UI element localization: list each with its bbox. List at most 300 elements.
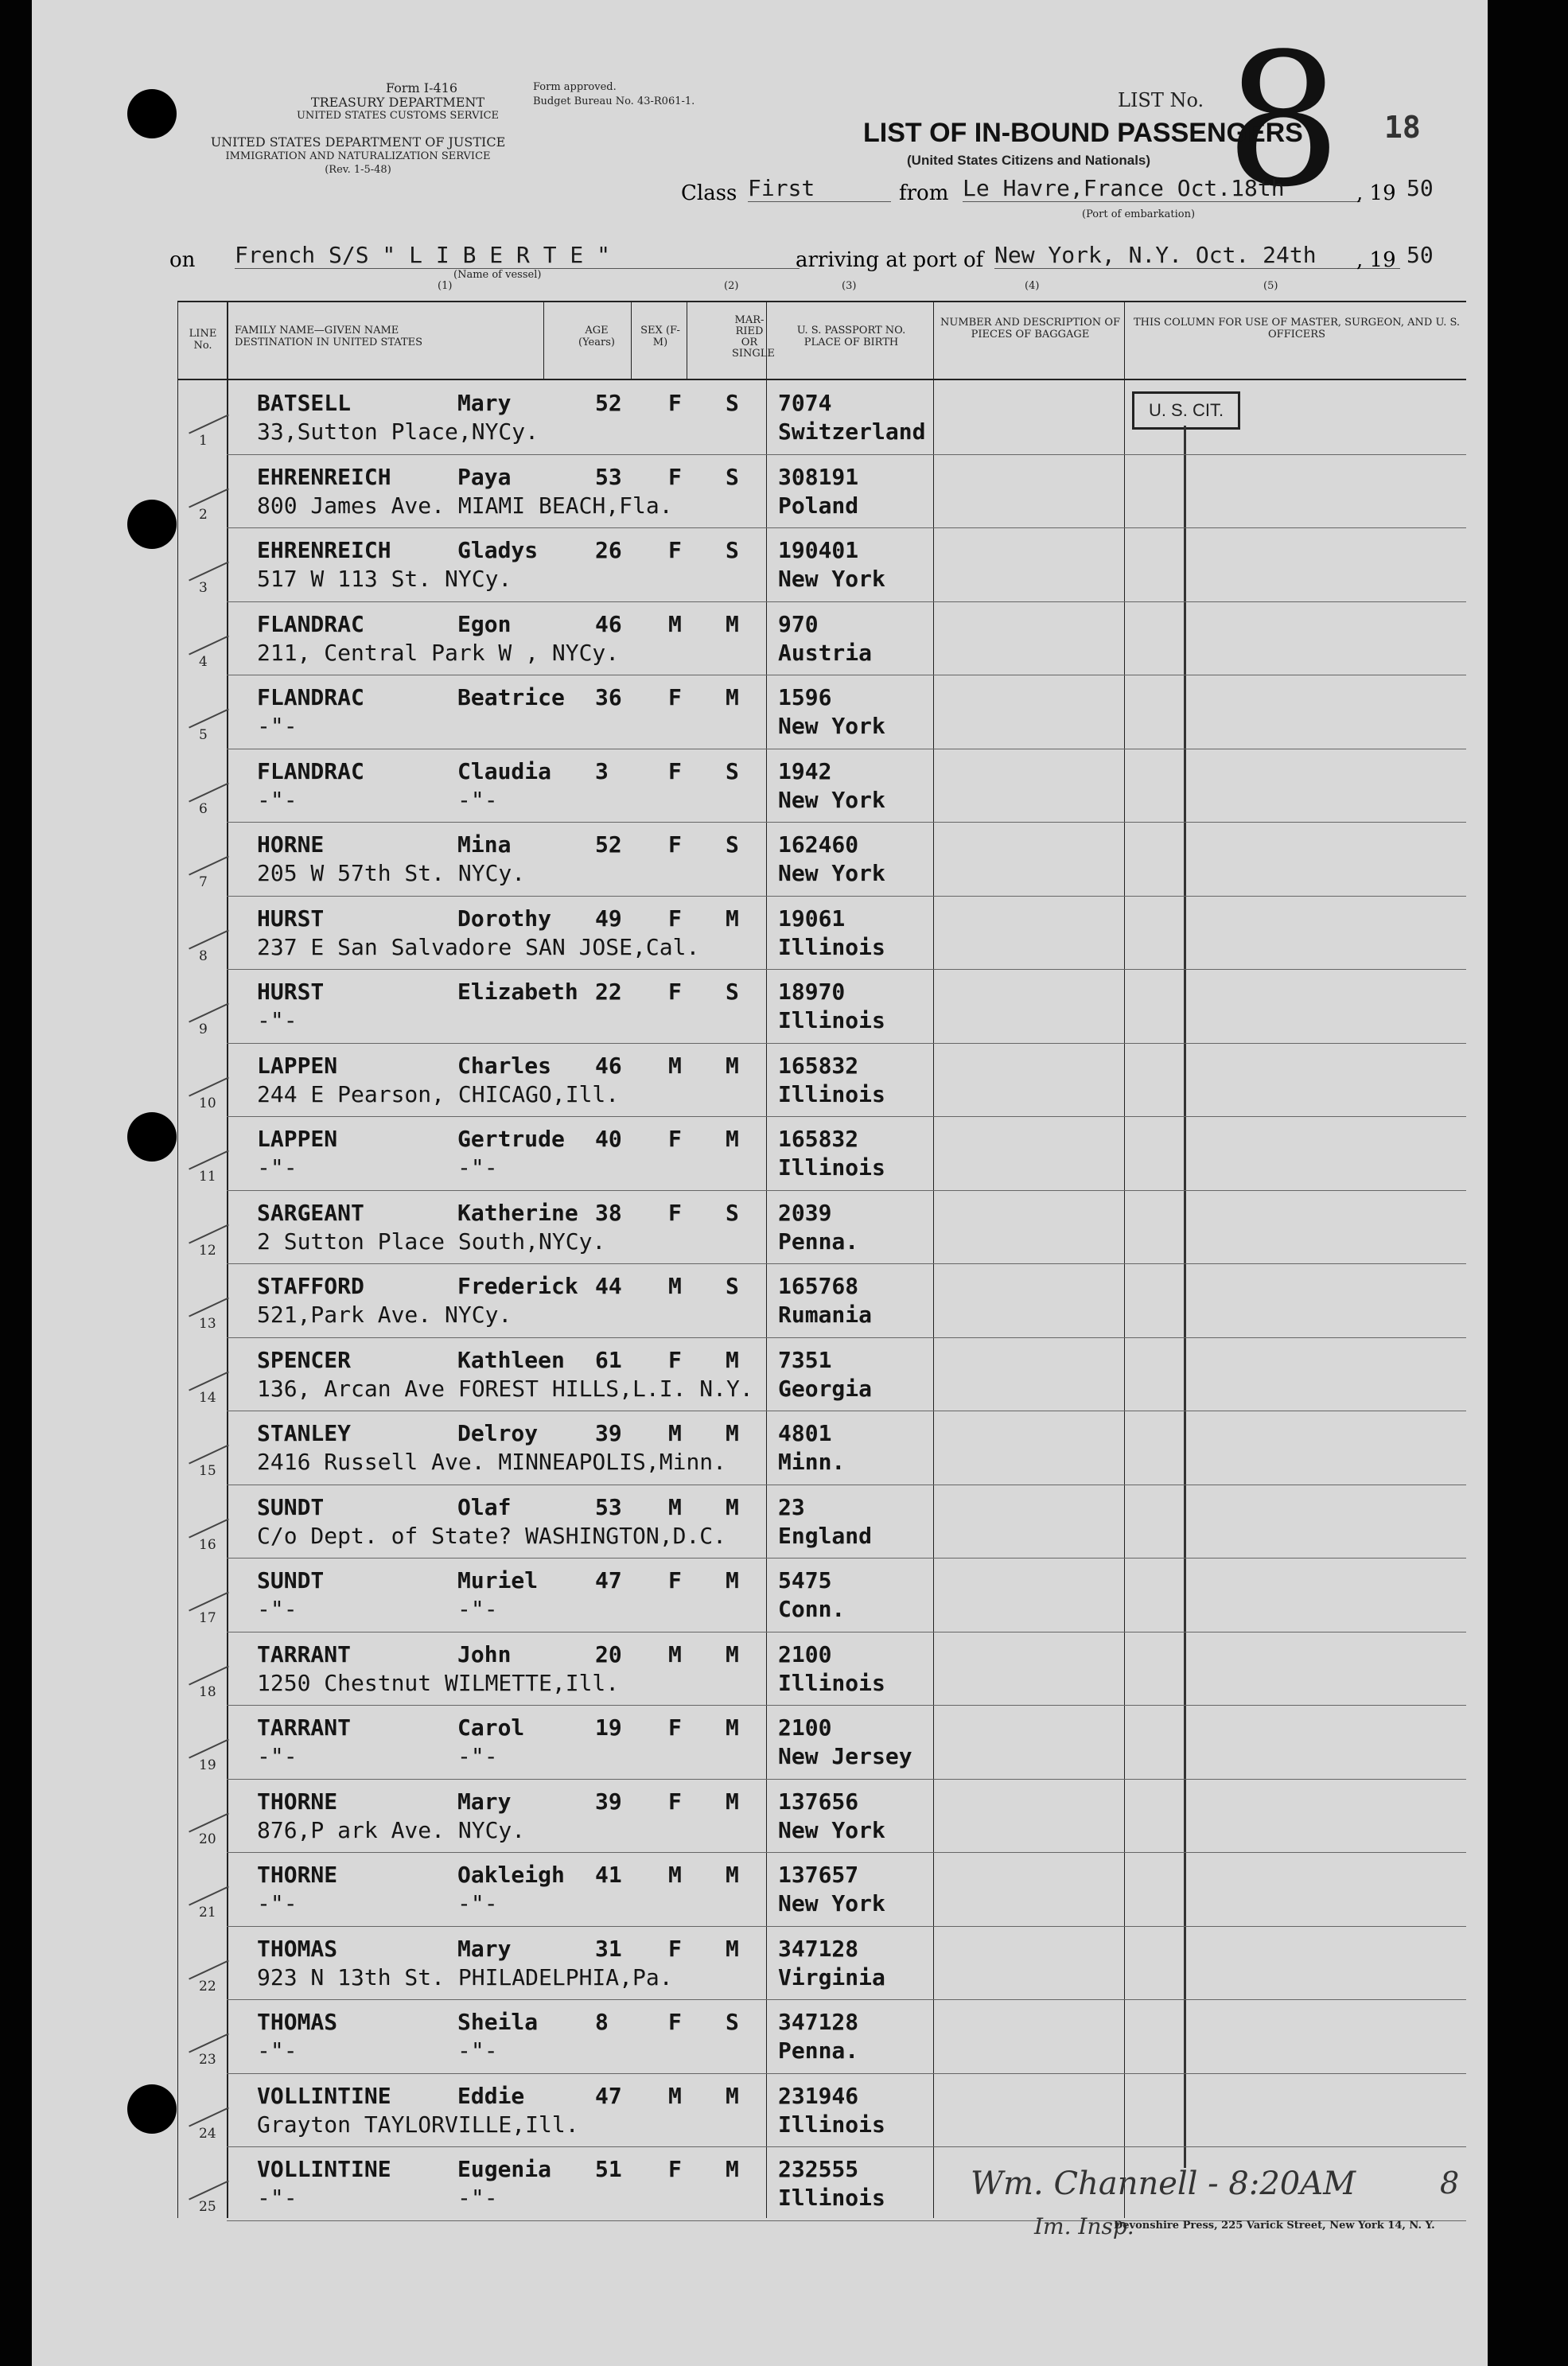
passport-number: 7351 <box>778 1346 832 1373</box>
place-of-birth: Penna. <box>778 2037 859 2064</box>
family-name: FLANDRAC <box>257 610 364 637</box>
place-of-birth: Austria <box>778 639 873 666</box>
sex: M <box>668 1052 682 1079</box>
given-name: Kathleen <box>457 1346 565 1373</box>
age: 53 <box>595 1493 622 1520</box>
line-number: 21 <box>199 1905 216 1920</box>
destination: C/o Dept. of State? WASHINGTON,D.C. <box>257 1522 727 1549</box>
age: 52 <box>595 831 622 858</box>
line-number: 17 <box>199 1610 216 1626</box>
given-name: Beatrice <box>457 684 565 710</box>
place-of-birth: Georgia <box>778 1375 873 1402</box>
line-number: 25 <box>199 2199 216 2215</box>
given-ditto: -"- <box>457 1596 498 1622</box>
passport-number: 7074 <box>778 390 832 416</box>
from-value: Le Havre,France Oct.18th <box>963 175 1360 202</box>
header-name: FAMILY NAME—GIVEN NAME DESTINATION IN UNITED STATES <box>235 325 423 348</box>
treasury-dept: TREASURY DEPARTMENT <box>310 95 485 110</box>
line-number: 24 <box>199 2125 216 2142</box>
line-number: 1 <box>199 433 208 449</box>
given-name: Charles <box>457 1052 552 1079</box>
family-name: FLANDRAC <box>257 684 364 710</box>
age: 51 <box>595 2156 622 2182</box>
line-number: 20 <box>199 1831 216 1847</box>
from-year: 50 <box>1407 175 1434 201</box>
age: 44 <box>595 1273 622 1299</box>
sex: M <box>668 1273 682 1299</box>
row-divider <box>227 601 1466 602</box>
given-ditto: -"- <box>457 2185 498 2211</box>
age: 40 <box>595 1126 622 1152</box>
family-name: SPENCER <box>257 1346 352 1373</box>
passport-number: 232555 <box>778 2156 859 2182</box>
place-of-birth: New York <box>778 860 885 886</box>
given-name: Sheila <box>457 2009 539 2035</box>
sex: F <box>668 684 682 710</box>
header-passport: U. S. PASSPORT NO. PLACE OF BIRTH <box>796 325 906 348</box>
marital-status: M <box>726 1420 739 1446</box>
destination: 211, Central Park W , NYCy. <box>257 639 620 666</box>
destination: -"- <box>257 1890 298 1917</box>
row-divider <box>227 2073 1466 2074</box>
age: 20 <box>595 1640 622 1667</box>
line-number: 12 <box>199 1242 216 1259</box>
given-ditto: -"- <box>457 786 498 813</box>
revision: (Rev. 1-5-48) <box>325 164 391 176</box>
family-name: THORNE <box>257 1788 338 1815</box>
family-name: TARRANT <box>257 1714 352 1741</box>
passport-number: 308191 <box>778 463 859 490</box>
passport-number: 165832 <box>778 1126 859 1152</box>
pen-line <box>1184 426 1186 2168</box>
sex: M <box>668 1640 682 1667</box>
row-divider <box>227 896 1466 897</box>
given-name: Oakleigh <box>457 1862 565 1888</box>
vessel-value: French S/S " L I B E R T E " <box>235 242 800 269</box>
place-of-birth: Switzerland <box>778 418 926 445</box>
marital-status: S <box>726 1199 739 1226</box>
given-name: John <box>457 1640 512 1667</box>
row-divider <box>227 454 1466 455</box>
port-caption: (Port of embarkation) <box>1082 208 1196 220</box>
place-of-birth: England <box>778 1522 873 1549</box>
row-divider <box>227 1116 1466 1117</box>
destination: 237 E San Salvadore SAN JOSE,Cal. <box>257 933 700 960</box>
family-name: THORNE <box>257 1862 338 1888</box>
marital-status: S <box>726 2009 739 2035</box>
age: 38 <box>595 1199 622 1226</box>
place-of-birth: Poland <box>778 492 859 519</box>
family-name: STAFFORD <box>257 1273 364 1299</box>
given-ditto: -"- <box>457 1743 498 1769</box>
class-value: First <box>748 175 891 202</box>
marital-status: S <box>726 979 739 1005</box>
age: 19 <box>595 1714 622 1741</box>
line-number: 22 <box>199 1978 216 1994</box>
sex: F <box>668 1126 682 1152</box>
place-of-birth: New Jersey <box>778 1743 912 1769</box>
marital-status: M <box>726 2082 739 2109</box>
line-number: 11 <box>199 1169 216 1185</box>
age: 39 <box>595 1420 622 1446</box>
arrival-year: 50 <box>1407 242 1434 268</box>
age: 3 <box>595 757 609 784</box>
family-name: FLANDRAC <box>257 757 364 784</box>
age: 61 <box>595 1346 622 1373</box>
place-of-birth: Illinois <box>778 2111 885 2138</box>
inspector-signature: Wm. Channell - 8:20AM <box>971 2166 1356 2202</box>
passport-number: 4801 <box>778 1420 832 1446</box>
passport-number: 1942 <box>778 757 832 784</box>
marital-status: M <box>726 1788 739 1815</box>
passport-number: 347128 <box>778 1935 859 1962</box>
family-name: HORNE <box>257 831 325 858</box>
passport-number: 2100 <box>778 1714 832 1741</box>
destination: 244 E Pearson, CHICAGO,Ill. <box>257 1080 620 1107</box>
destination: Grayton TAYLORVILLE,Ill. <box>257 2111 579 2138</box>
sex: M <box>668 1862 682 1888</box>
marital-status: M <box>726 1640 739 1667</box>
marital-status: M <box>726 905 739 932</box>
passport-number: 231946 <box>778 2082 859 2109</box>
passport-number: 970 <box>778 610 819 637</box>
manifest-title: LIST OF IN-BOUND PASSENGERS <box>863 118 1303 148</box>
destination: -"- <box>257 2037 298 2064</box>
marital-status: S <box>726 390 739 416</box>
family-name: VOLLINTINE <box>257 2082 391 2109</box>
passport-number: 18970 <box>778 979 846 1005</box>
family-name: THOMAS <box>257 2009 338 2035</box>
col-number-3: (3) <box>842 280 857 292</box>
punch-hole <box>127 500 177 549</box>
form-approved: Form approved. <box>533 81 617 93</box>
line-number: 23 <box>199 2052 216 2068</box>
family-name: EHRENREICH <box>257 537 391 563</box>
destination: -"- <box>257 1596 298 1622</box>
passport-number: 190401 <box>778 537 859 563</box>
col-number-5: (5) <box>1263 280 1278 292</box>
passport-number: 2039 <box>778 1199 832 1226</box>
place-of-birth: Illinois <box>778 933 885 960</box>
page-mark: 8 <box>1440 2166 1460 2201</box>
list-number-handwritten: 8 <box>1225 15 1342 228</box>
row-divider <box>227 1926 1466 1927</box>
line-number: 2 <box>199 506 208 523</box>
place-of-birth: New York <box>778 566 885 592</box>
destination: -"- <box>257 786 298 813</box>
destination: 33,Sutton Place,NYCy. <box>257 418 539 445</box>
given-ditto: -"- <box>457 1890 498 1917</box>
destination: -"- <box>257 1154 298 1181</box>
age: 8 <box>595 2009 609 2035</box>
sex: F <box>668 905 682 932</box>
sex: M <box>668 2082 682 2109</box>
passport-number: 1596 <box>778 684 832 710</box>
row-divider <box>227 527 1466 528</box>
marital-status: M <box>726 1493 739 1520</box>
sex: F <box>668 1346 682 1373</box>
age: 22 <box>595 979 622 1005</box>
arrival-value: New York, N.Y. Oct. 24th <box>994 242 1400 269</box>
family-name: STANLEY <box>257 1420 352 1446</box>
destination: 800 James Ave. MIAMI BEACH,Fla. <box>257 492 673 519</box>
marital-status: S <box>726 463 739 490</box>
age: 47 <box>595 1567 622 1594</box>
vessel-caption: (Name of vessel) <box>453 269 542 281</box>
family-name: THOMAS <box>257 1935 338 1962</box>
family-name: HURST <box>257 905 325 932</box>
us-citizen-stamp: U. S. CIT. <box>1132 391 1240 430</box>
row-divider <box>227 969 1466 970</box>
age: 31 <box>595 1935 622 1962</box>
sex: F <box>668 390 682 416</box>
given-name: Eddie <box>457 2082 525 2109</box>
destination: 205 W 57th St. NYCy. <box>257 860 526 886</box>
place-of-birth: Illinois <box>778 1007 885 1033</box>
destination: 923 N 13th St. PHILADELPHIA,Pa. <box>257 1963 673 1990</box>
sex: F <box>668 1714 682 1741</box>
given-name: Gladys <box>457 537 539 563</box>
line-number: 15 <box>199 1463 216 1479</box>
marital-status: S <box>726 831 739 858</box>
sex: F <box>668 2156 682 2182</box>
line-number: 19 <box>199 1757 216 1773</box>
justice-dept: UNITED STATES DEPARTMENT OF JUSTICE <box>210 134 506 150</box>
marital-status: M <box>726 1862 739 1888</box>
header-officers: THIS COLUMN FOR USE OF MASTER, SURGEON, AND U. S. OFFICERS <box>1133 317 1461 341</box>
line-number: 5 <box>199 727 208 743</box>
destination: 136, Arcan Ave FOREST HILLS,L.I. N.Y. <box>257 1375 753 1402</box>
marital-status: M <box>726 1935 739 1962</box>
passport-number: 23 <box>778 1493 805 1520</box>
row-divider <box>227 1263 1466 1264</box>
line-number: 14 <box>199 1389 216 1406</box>
sex: F <box>668 757 682 784</box>
punch-hole <box>127 89 177 138</box>
destination: 876,P ark Ave. NYCy. <box>257 1816 526 1843</box>
list-suffix: 18 <box>1384 110 1421 145</box>
row-divider <box>227 1999 1466 2000</box>
family-name: BATSELL <box>257 390 352 416</box>
given-name: Muriel <box>457 1567 539 1594</box>
family-name: SARGEANT <box>257 1199 364 1226</box>
passport-number: 19061 <box>778 905 846 932</box>
row-divider <box>227 2146 1466 2147</box>
sex: F <box>668 1199 682 1226</box>
class-label: Class <box>681 181 737 205</box>
given-name: Claudia <box>457 757 552 784</box>
family-name: TARRANT <box>257 1640 352 1667</box>
place-of-birth: Illinois <box>778 1154 885 1181</box>
place-of-birth: Illinois <box>778 2185 885 2211</box>
row-divider <box>227 1043 1466 1044</box>
passport-number: 5475 <box>778 1567 832 1594</box>
destination: -"- <box>257 713 298 739</box>
given-name: Carol <box>457 1714 525 1741</box>
col-number-4: (4) <box>1025 280 1040 292</box>
from-label: from <box>899 181 949 205</box>
ins-service: IMMIGRATION AND NATURALIZATION SERVICE <box>225 150 491 162</box>
sex: M <box>668 1493 682 1520</box>
row-divider <box>227 1705 1466 1706</box>
row-divider <box>227 1558 1466 1559</box>
age: 41 <box>595 1862 622 1888</box>
destination: -"- <box>257 1007 298 1033</box>
row-divider <box>227 822 1466 823</box>
marital-status: S <box>726 537 739 563</box>
given-name: Dorothy <box>457 905 552 932</box>
given-name: Paya <box>457 463 512 490</box>
marital-status: M <box>726 1346 739 1373</box>
place-of-birth: New York <box>778 1816 885 1843</box>
line-number: 6 <box>199 800 208 817</box>
sex: F <box>668 537 682 563</box>
header-married: MAR-RIED OR SINGLE <box>732 314 775 360</box>
marital-status: M <box>726 1567 739 1594</box>
passport-number: 165832 <box>778 1052 859 1079</box>
family-name: LAPPEN <box>257 1126 338 1152</box>
given-name: Mina <box>457 831 512 858</box>
destination: -"- <box>257 1743 298 1769</box>
sex: F <box>668 1567 682 1594</box>
sex: F <box>668 831 682 858</box>
age: 53 <box>595 463 622 490</box>
age: 47 <box>595 2082 622 2109</box>
family-name: EHRENREICH <box>257 463 391 490</box>
destination: -"- <box>257 2185 298 2211</box>
row-divider <box>227 1337 1466 1338</box>
header-baggage: NUMBER AND DESCRIPTION OF PIECES OF BAGGAGE <box>940 317 1120 341</box>
given-name: Egon <box>457 610 512 637</box>
row-divider <box>227 1852 1466 1853</box>
place-of-birth: Penna. <box>778 1228 859 1255</box>
marital-status: M <box>726 684 739 710</box>
place-of-birth: Virginia <box>778 1963 885 1990</box>
sex: F <box>668 463 682 490</box>
given-name: Katherine <box>457 1199 578 1226</box>
place-of-birth: Rumania <box>778 1302 873 1328</box>
line-number: 8 <box>199 948 208 964</box>
place-of-birth: Minn. <box>778 1449 846 1475</box>
place-of-birth: Illinois <box>778 1080 885 1107</box>
age: 26 <box>595 537 622 563</box>
marital-status: S <box>726 757 739 784</box>
family-name: LAPPEN <box>257 1052 338 1079</box>
customs-service: UNITED STATES CUSTOMS SERVICE <box>296 110 500 122</box>
passport-number: 2100 <box>778 1640 832 1667</box>
sex: M <box>668 610 682 637</box>
given-name: Mary <box>457 390 512 416</box>
marital-status: M <box>726 1714 739 1741</box>
family-name: VOLLINTINE <box>257 2156 391 2182</box>
age: 36 <box>595 684 622 710</box>
on-label: on <box>169 248 196 272</box>
col-number-2: (2) <box>724 280 739 292</box>
sex: F <box>668 979 682 1005</box>
arriving-label: arriving at port of <box>796 248 984 272</box>
place-of-birth: New York <box>778 786 885 813</box>
marital-status: M <box>726 610 739 637</box>
given-ditto: -"- <box>457 1154 498 1181</box>
given-name: Mary <box>457 1788 512 1815</box>
given-name: Delroy <box>457 1420 539 1446</box>
place-of-birth: New York <box>778 1890 885 1917</box>
place-of-birth: Conn. <box>778 1596 846 1622</box>
destination: 517 W 113 St. NYCy. <box>257 566 512 592</box>
passport-number: 162460 <box>778 831 859 858</box>
family-name: HURST <box>257 979 325 1005</box>
marital-status: S <box>726 1273 739 1299</box>
budget-bureau: Budget Bureau No. 43-R061-1. <box>533 95 695 107</box>
sex: F <box>668 1788 682 1815</box>
sex: M <box>668 1420 682 1446</box>
marital-status: M <box>726 2156 739 2182</box>
line-number: 7 <box>199 874 208 890</box>
age: 39 <box>595 1788 622 1815</box>
marital-status: M <box>726 1126 739 1152</box>
passport-number: 137657 <box>778 1862 859 1888</box>
marital-status: M <box>726 1052 739 1079</box>
destination: 2416 Russell Ave. MINNEAPOLIS,Minn. <box>257 1449 727 1475</box>
passport-number: 137656 <box>778 1788 859 1815</box>
col-number-1: (1) <box>438 280 453 292</box>
arrival-year-prefix: , 19 <box>1356 248 1396 272</box>
from-year-prefix: , 19 <box>1356 181 1396 205</box>
passport-number: 165768 <box>778 1273 859 1299</box>
given-name: Elizabeth <box>457 979 578 1005</box>
line-number: 13 <box>199 1316 216 1332</box>
sex: F <box>668 2009 682 2035</box>
age: 46 <box>595 1052 622 1079</box>
row-divider <box>227 1190 1466 1191</box>
family-name: SUNDT <box>257 1493 325 1520</box>
family-name: SUNDT <box>257 1567 325 1594</box>
form-number: Form I-416 <box>385 80 458 95</box>
line-number: 4 <box>199 653 208 670</box>
destination: 521,Park Ave. NYCy. <box>257 1302 512 1328</box>
age: 52 <box>595 390 622 416</box>
destination: 1250 Chestnut WILMETTE,Ill. <box>257 1669 620 1696</box>
manifest-sheet <box>32 0 1488 2366</box>
place-of-birth: New York <box>778 713 885 739</box>
punch-hole <box>127 1112 177 1162</box>
destination: 2 Sutton Place South,NYCy. <box>257 1228 606 1255</box>
row-divider <box>227 1779 1466 1780</box>
header-line-no: LINE No. <box>189 328 217 352</box>
given-name: Eugenia <box>457 2156 552 2182</box>
line-number: 9 <box>199 1022 208 1037</box>
line-number: 3 <box>199 580 208 596</box>
given-ditto: -"- <box>457 2037 498 2064</box>
given-name: Gertrude <box>457 1126 565 1152</box>
header-age: AGE (Years) <box>578 325 615 348</box>
given-name: Frederick <box>457 1273 578 1299</box>
manifest-subtitle: (United States Citizens and Nationals) <box>907 153 1151 168</box>
inspector-initials: Im. Insp. <box>1034 2213 1134 2240</box>
line-number: 18 <box>199 1683 216 1700</box>
header-sex: SEX (F-M) <box>640 325 680 348</box>
punch-hole <box>127 2084 177 2134</box>
line-number: 16 <box>199 1536 216 1553</box>
printer-footer: Devonshire Press, 225 Varick Street, New York 14, N. Y. <box>1114 2220 1435 2232</box>
line-number: 10 <box>199 1095 216 1111</box>
age: 49 <box>595 905 622 932</box>
given-name: Olaf <box>457 1493 512 1520</box>
list-label: LIST No. <box>1118 89 1204 111</box>
passport-number: 347128 <box>778 2009 859 2035</box>
place-of-birth: Illinois <box>778 1669 885 1696</box>
age: 46 <box>595 610 622 637</box>
